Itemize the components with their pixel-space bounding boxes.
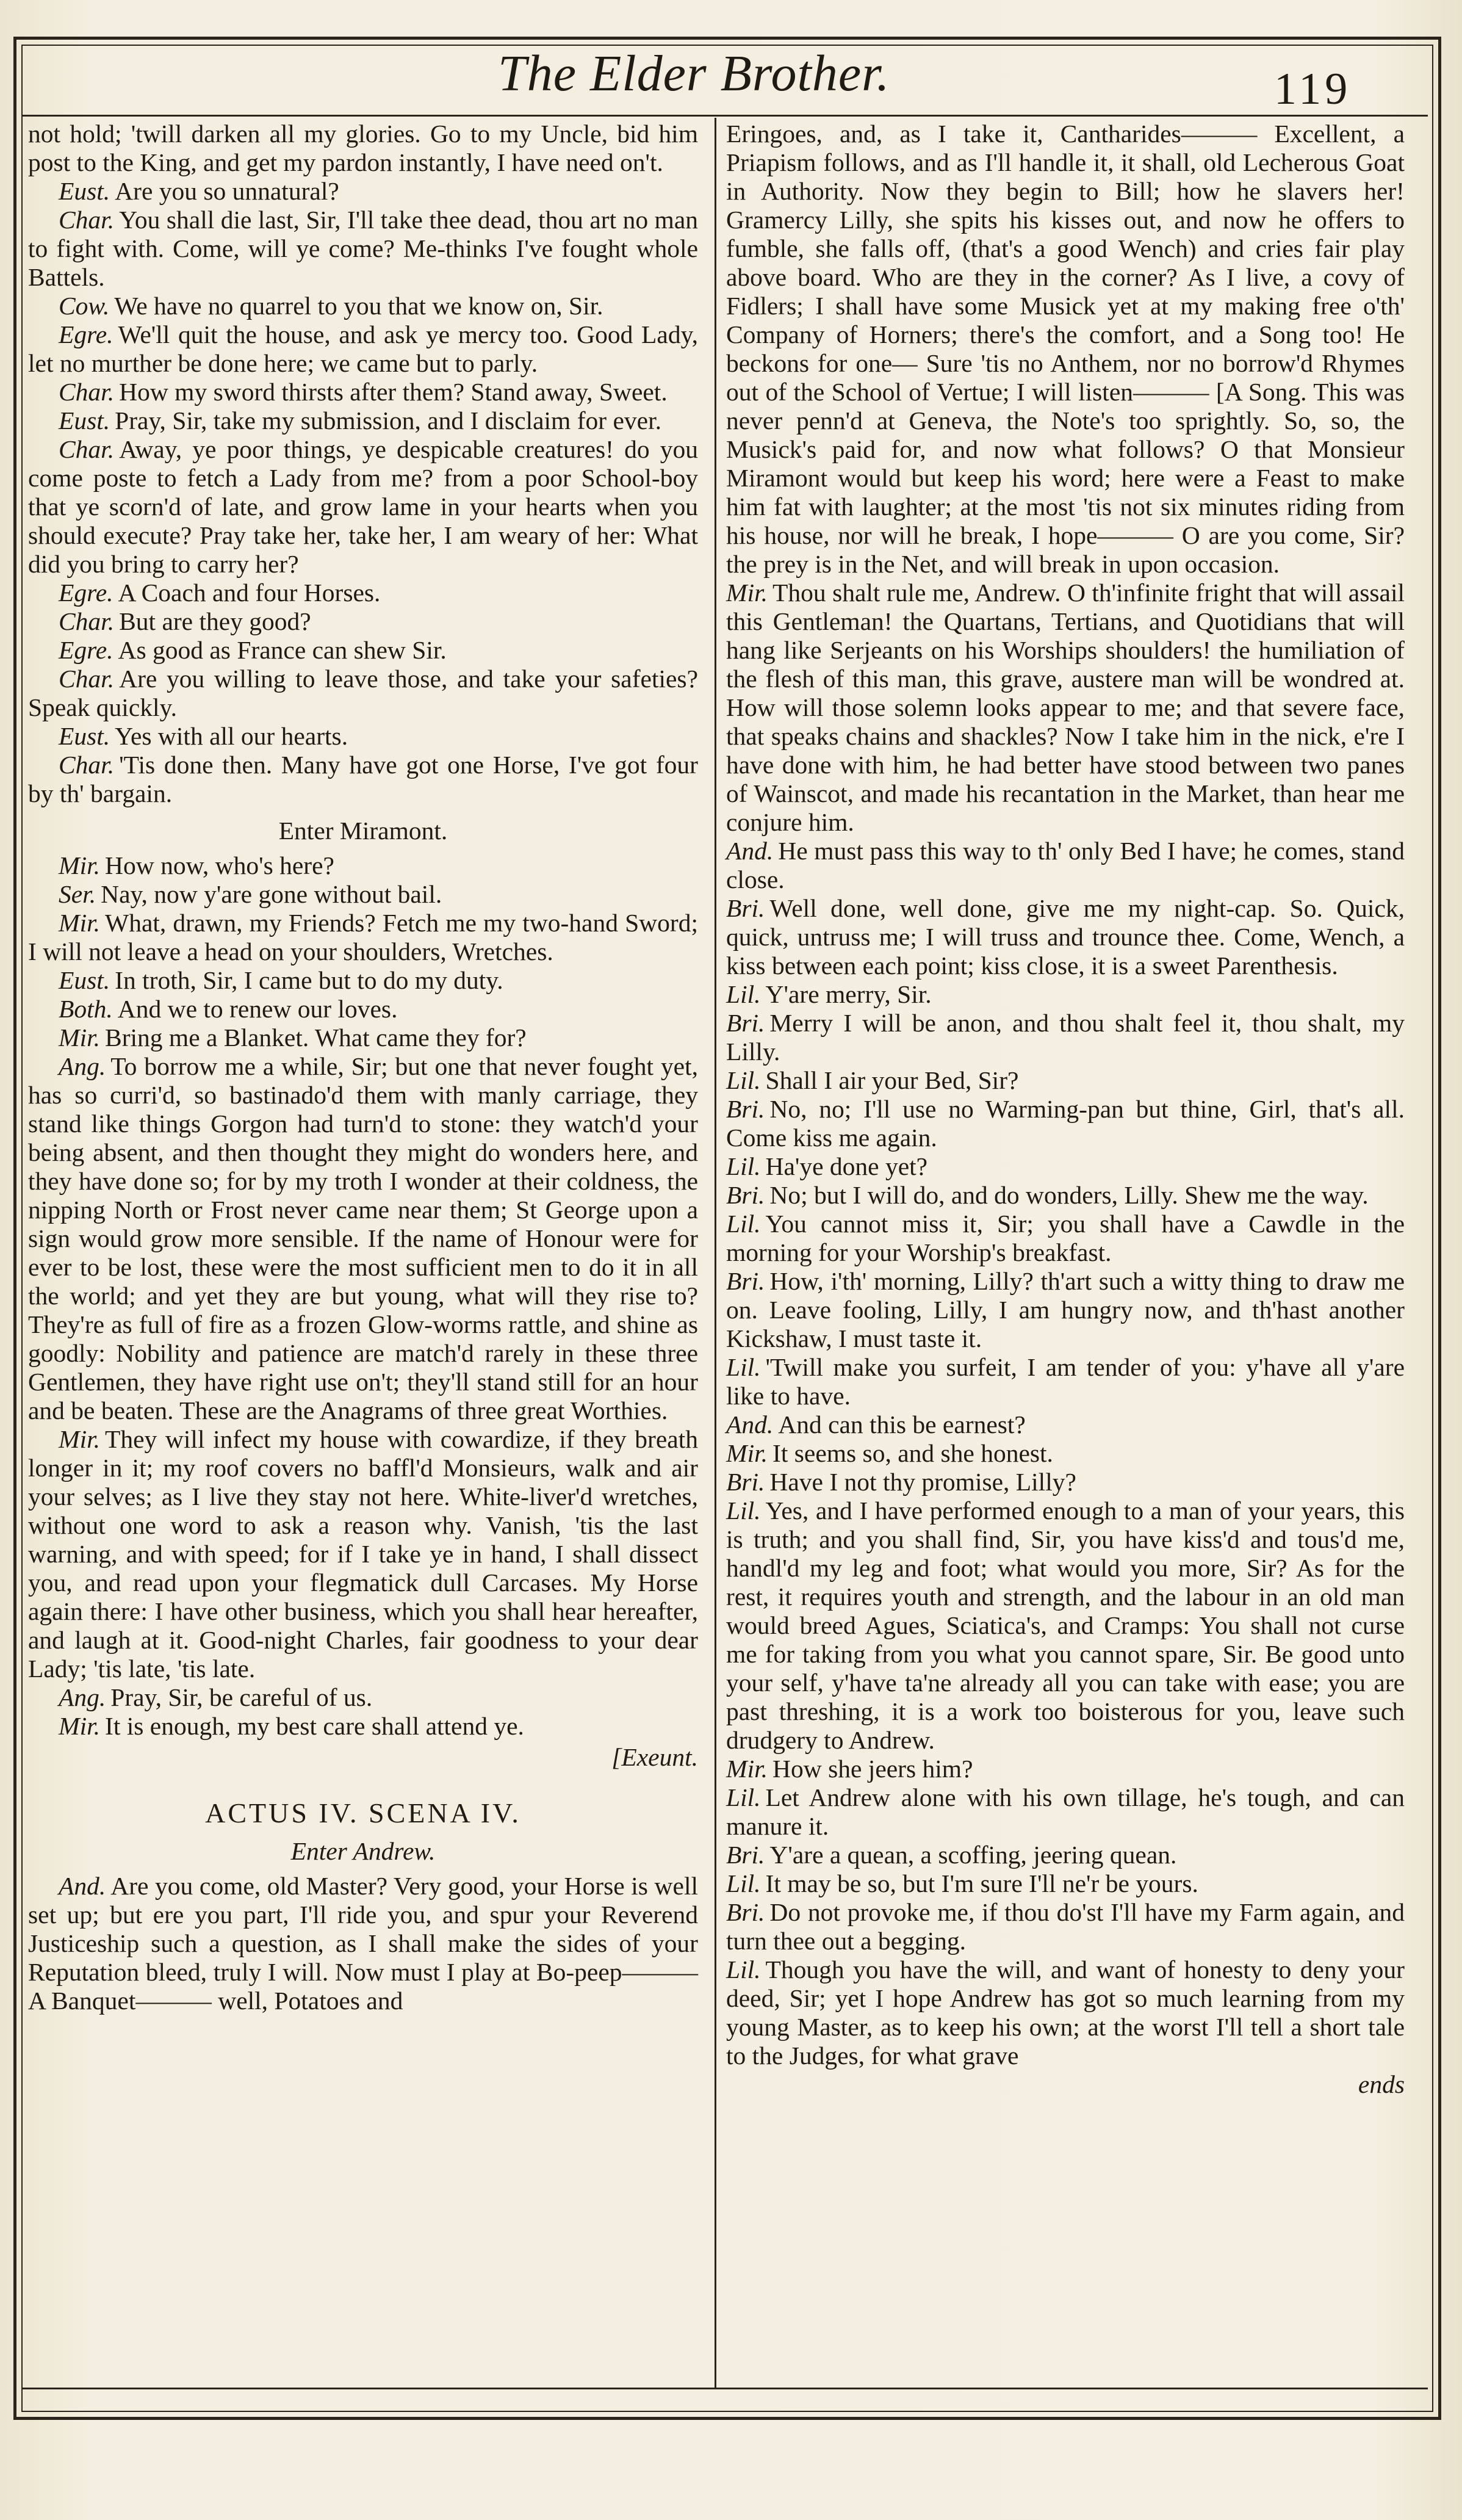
speech-line	[28, 206, 698, 292]
running-title: The Elder Brother.	[498, 45, 890, 102]
speech-text: He must pass this way to th' only Bed I have; he comes, stand close.	[726, 837, 1405, 894]
speech-line	[28, 1425, 698, 1683]
speaker-name: Char.	[59, 751, 115, 779]
speech-line	[726, 1210, 1405, 1267]
speech-text: You shall die last, Sir, I'll take thee dead, thou art no man to fight with. Come, will ye come? Me-thinks I've fought whole Battels.	[28, 206, 698, 291]
dialogue-block-4	[726, 579, 1405, 2070]
speaker-name: Mir.	[59, 1024, 101, 1052]
speech-text: Thou shalt rule me, Andrew. O th'infinite fright that will assail this Gentleman! the Quartans, Tertians, and Quotidians that will hang like Serjeants on his Worships shoulders! the humiliation of the flesh of this man, this grave, austere man will be wondred at. How will those solemn looks appear to me; and that severe face, that speaks chains and shackles? Now I take him in the nick, e're I have done with him, he had better have stood between two panes of Wainscot, and made his recantation in the Market, than hear me conjure him.	[726, 579, 1405, 836]
catchword: ends	[1358, 2070, 1405, 2098]
speech-line	[726, 1009, 1405, 1066]
speech-line	[28, 1052, 698, 1425]
speech-text: And can this be earnest?	[778, 1410, 1026, 1439]
speech-text: Y'are merry, Sir.	[765, 980, 932, 1008]
header-rule	[22, 115, 1428, 117]
act-scene-heading: ACTUS IV. SCENA IV.	[205, 1797, 521, 1829]
page-number: 119	[1274, 64, 1352, 114]
speech-text: not hold; 'twill darken all my glories. Go to my Uncle, bid him post to the King, and get my pardon instantly, I have need on't.	[28, 120, 698, 176]
speaker-name: Bri.	[726, 1267, 765, 1295]
speech-line	[726, 1898, 1405, 1955]
speech-line	[28, 722, 698, 751]
speech-line	[28, 966, 698, 995]
andrew-aside-paragraph: Eringoes, and, as I take it, Cantharides——— Excellent, a Priapism follows, and as I'll handle it, it shall, old Lecherous Goat in Authority. Now they begin to Bill; how he slavers her! Gramercy Lilly, she spits his kisses out, and now he offers to fumble, she falls off, (that's a good Wench) and cries fair play above board. Who are they in the corner? As I live, a covy of Fidlers; I shall have some Musick yet at my making free o'th' Company of Horners; there's the comfort, and a Song too! He beckons for one— Sure 'tis no Anthem, nor no borrow'd Rhymes out of the School of Vertue; I will listen——— [A Song. This was never penn'd at Geneva, the Note's too sprightly. So, so, the Musick's paid for, and now what follows? O that Monsieur Miramont would but keep his word; here were a Feast to make him fat with laughter; at the most 'tis not six minutes riding from his house, nor will he break, I hope——— O are you come, Sir? the prey is in the Net, and will break in upon occasion.	[726, 120, 1405, 578]
speech-line	[726, 1353, 1405, 1410]
dialogue-block-1	[28, 120, 698, 808]
speaker-name: Lil.	[726, 1066, 761, 1094]
speech-text: No, no; I'll use no Warming-pan but thine, Girl, that's all. Come kiss me again.	[726, 1095, 1405, 1152]
speaker-name: Eust.	[59, 966, 110, 994]
speech-line	[726, 1755, 1405, 1783]
speech-text: In troth, Sir, I came but to do my duty.	[115, 966, 503, 994]
speaker-name: Char.	[59, 665, 115, 693]
speech-line	[28, 120, 698, 177]
speech-line	[28, 995, 698, 1024]
speech-line	[28, 579, 698, 607]
speech-text: It is enough, my best care shall attend ye.	[105, 1712, 524, 1740]
speech-text: Are you come, old Master? Very good, your Horse is well set up; but ere you part, I'll ride you, and spur your Reverend Justiceship such a question, as I shall make the sides of your Reputation bleed, truly I will. Now must I play at Bo-peep——— A Banquet——— well, Potatoes and	[28, 1872, 698, 2015]
speech-text: And we to renew our loves.	[117, 995, 398, 1023]
speaker-name: And.	[726, 837, 774, 865]
speech-line	[28, 880, 698, 909]
speech-text: Though you have the will, and want of honesty to deny your deed, Sir; yet I hope Andrew has got so much learning from my young Master, as to keep his own; at the worst I'll tell a short tale to the Judges, for what grave	[726, 1955, 1405, 2070]
speech-text: Are you willing to leave those, and take your safeties? Speak quickly.	[28, 665, 698, 721]
speech-text: What, drawn, my Friends? Fetch me my two-hand Sword; I will not leave a head on your shoulders, Wretches.	[28, 909, 698, 966]
speech-line	[28, 177, 698, 206]
speech-text: You cannot miss it, Sir; you shall have a Cawdle in the morning for your Worship's breakfast.	[726, 1210, 1405, 1266]
speaker-name: Char.	[59, 206, 115, 234]
speech-text: How now, who's here?	[105, 851, 334, 879]
speaker-name: Char.	[59, 607, 115, 635]
speaker-name: Egre.	[59, 579, 113, 607]
speech-line	[28, 909, 698, 966]
speaker-name: Mir.	[59, 851, 101, 879]
speech-text: No; but I will do, and do wonders, Lilly. Shew me the way.	[769, 1181, 1369, 1209]
speaker-name: And.	[59, 1872, 106, 1900]
speech-text: How my sword thirsts after them? Stand away, Sweet.	[119, 378, 668, 406]
speaker-name: Ang.	[59, 1052, 106, 1080]
speech-text: Merry I will be anon, and thou shalt feel it, thou shalt, my Lilly.	[726, 1009, 1405, 1066]
speaker-name: Ser.	[59, 880, 96, 908]
speech-text: It may be so, but I'm sure I'll ne'r be yours.	[765, 1869, 1198, 1897]
speech-line	[726, 1955, 1405, 2070]
speaker-name: Egre.	[59, 320, 113, 348]
speech-line	[28, 751, 698, 808]
speaker-name: Lil.	[726, 1353, 761, 1381]
speech-line	[726, 1468, 1405, 1496]
speaker-name: Ang.	[59, 1683, 106, 1711]
speech-line	[28, 406, 698, 435]
speech-text: Pray, Sir, take my submission, and I disclaim for ever.	[115, 406, 661, 435]
speech-text: Have I not thy promise, Lilly?	[769, 1468, 1076, 1496]
right-column	[726, 120, 1405, 2099]
speech-line	[726, 579, 1405, 837]
speech-text: Well done, well done, give me my night-cap. So. Quick, quick, untruss me; I will truss and trounce thee. Come, Wench, a kiss between each point; kiss close, it is a sweet Parenthesis.	[726, 894, 1405, 980]
speaker-name: Char.	[59, 435, 115, 463]
speaker-name: Mir.	[726, 579, 768, 607]
speech-text: Nay, now y'are gone without bail.	[101, 880, 442, 908]
footer-rule	[22, 2388, 1428, 2389]
speaker-name: Bri.	[726, 1898, 765, 1926]
speech-text: Ha'ye done yet?	[765, 1152, 928, 1180]
speech-line	[726, 1496, 1405, 1755]
speaker-name: Bri.	[726, 1095, 765, 1123]
speaker-name: Cow.	[59, 292, 110, 320]
stage-direction-exeunt: [Exeunt.	[611, 1743, 698, 1771]
speaker-name: Lil.	[726, 1152, 761, 1180]
speech-line	[726, 1439, 1405, 1468]
speech-text: How, i'th' morning, Lilly? th'art such a witty thing to draw me on. Leave fooling, Lilly, I am hungry now, and th'hast another Kickshaw, I must taste it.	[726, 1267, 1405, 1352]
speech-text: As good as France can shew Sir.	[118, 636, 447, 664]
speaker-name: Bri.	[726, 1468, 765, 1496]
speech-line	[726, 1869, 1405, 1898]
speaker-name: Bri.	[726, 894, 765, 922]
speech-text: Let Andrew alone with his own tillage, he's tough, and can manure it.	[726, 1783, 1405, 1840]
speech-text: How she jeers him?	[772, 1755, 973, 1783]
speech-line	[726, 1181, 1405, 1210]
speaker-name: Lil.	[726, 1955, 761, 1984]
speech-text: Do not provoke me, if thou do'st I'll have my Farm again, and turn thee out a begging.	[726, 1898, 1405, 1955]
speech-text: Shall I air your Bed, Sir?	[765, 1066, 1019, 1094]
speech-line	[726, 1841, 1405, 1869]
speaker-name: Mir.	[59, 909, 101, 937]
speech-text: Are you so unnatural?	[115, 177, 339, 205]
speech-line	[726, 1410, 1405, 1439]
speaker-name: Bri.	[726, 1841, 765, 1869]
speech-line	[28, 1024, 698, 1052]
speaker-name: Lil.	[726, 1869, 761, 1897]
speech-line	[28, 292, 698, 320]
speaker-name: Bri.	[726, 1009, 765, 1037]
speech-line	[28, 636, 698, 665]
speaker-name: Eust.	[59, 177, 110, 205]
speaker-name: Mir.	[59, 1425, 101, 1453]
speech-line	[28, 665, 698, 722]
speech-line	[28, 320, 698, 378]
speaker-name: Egre.	[59, 636, 113, 664]
speech-line	[28, 435, 698, 579]
stage-direction-enter-andrew: Enter Andrew.	[290, 1837, 436, 1865]
speech-line	[28, 1872, 698, 2015]
speech-line	[726, 1267, 1405, 1353]
speaker-name: Both.	[59, 995, 113, 1023]
speech-line	[726, 1095, 1405, 1152]
dialogue-block-2	[28, 851, 698, 1741]
speaker-name: Bri.	[726, 1181, 765, 1209]
speech-text: They will infect my house with cowardize, if they breath longer in it; my roof covers no baffl'd Monsieurs, walk and air your selves; as I live they stay not here. White-liver'd wretches, without one word to ask a reason why. Vanish, 'tis the last warning, and with speed; for if I take ye in hand, I shall dissect you, and read upon your flegmatick dull Carcases. My Horse again there: I have other business, which you shall hear hereafter, and laugh at it. Good-night Charles, fair goodness to your dear Lady; 'tis late, 'tis late.	[28, 1425, 698, 1683]
speaker-name: Lil.	[726, 1210, 761, 1238]
speaker-name: Mir.	[726, 1755, 768, 1783]
speaker-name: Lil.	[726, 1783, 761, 1811]
speech-line	[726, 894, 1405, 980]
speech-line	[726, 837, 1405, 894]
speech-line	[28, 851, 698, 880]
speaker-name: Eust.	[59, 406, 110, 435]
speaker-name: Char.	[59, 378, 115, 406]
speech-line	[726, 1066, 1405, 1095]
column-divider	[715, 118, 716, 2388]
speech-text: A Coach and four Horses.	[118, 579, 381, 607]
speech-text: Y'are a quean, a scoffing, jeering quean.	[769, 1841, 1177, 1869]
speech-line	[28, 607, 698, 636]
speech-text: It seems so, and she honest.	[772, 1439, 1053, 1467]
speech-text: 'Twill make you surfeit, I am tender of you: y'have all y'are like to have.	[726, 1353, 1405, 1410]
speech-line	[28, 1712, 698, 1741]
speaker-name: Eust.	[59, 722, 110, 750]
speech-line	[726, 980, 1405, 1009]
speech-line	[726, 1783, 1405, 1841]
speaker-name: Lil.	[726, 980, 761, 1008]
speech-text: We have no quarrel to you that we know on, Sir.	[114, 292, 603, 320]
speaker-name: And.	[726, 1410, 774, 1439]
speech-text: Away, ye poor things, ye despicable creatures! do you come poste to fetch a Lady from me? from a poor School-boy that ye scorn'd of late, and grow lame in your hearts when you should execute? Pray take her, take her, I am weary of her: What did you bring to carry her?	[28, 435, 698, 578]
left-column	[28, 120, 698, 2015]
speech-text: Pray, Sir, be careful of us.	[110, 1683, 373, 1711]
speech-line	[28, 378, 698, 406]
speech-text: 'Tis done then. Many have got one Horse, I've got four by th' bargain.	[28, 751, 698, 807]
speaker-name: Mir.	[726, 1439, 768, 1467]
speech-text: Yes, and I have performed enough to a man of your years, this is truth; and you shall find, Sir, you have kiss'd and tous'd me, handl'd my leg and foot; what would you more, Sir? As for the rest, it requires youth and strength, and the labour in an old man would breed Agues, Sciatica's, and Cramps: You shall not curse me for taking from you what you cannot spare, Sir. Be good unto your self, y'have ta'ne already all you can take with ease; you are past threshing, it is a work too boisterous for you, leave such drudgery to Andrew.	[726, 1496, 1405, 1754]
speech-line	[726, 1152, 1405, 1181]
speech-text: To borrow me a while, Sir; but one that never fought yet, has so curri'd, so bastinado'd them with manly carriage, they stand like things Gorgon had turn'd to stone: they watch'd your being absent, and then thought they might do wonders here, and they have done so; for by my troth I wonder at their coldness, the nipping North or Frost never came near them; St George upon a sign would grow more sensible. If the name of Honour were for ever to be lost, these were the most sufficient men to do it in all the world; and yet they are but young, what will they rise to? They're as full of fire as a frozen Glow-worms rattle, and shine as goodly: Nobility and patience are match'd rarely in these three Gentlemen, they have right use on't; they'll stand still for an hour and be beaten. These are the Anagrams of three great Worthies.	[28, 1052, 698, 1424]
speech-text: Bring me a Blanket. What came they for?	[105, 1024, 527, 1052]
speech-text: But are they good?	[119, 607, 311, 635]
speaker-name: Mir.	[59, 1712, 101, 1740]
speech-text: We'll quit the house, and ask ye mercy too. Good Lady, let no murther be done here; we came but to parly.	[28, 320, 698, 377]
speech-line	[28, 1683, 698, 1712]
dialogue-block-3	[28, 1872, 698, 2015]
speaker-name: Lil.	[726, 1496, 761, 1525]
speech-text: Yes with all our hearts.	[115, 722, 348, 750]
stage-direction-enter-miramont: Enter Miramont.	[278, 817, 448, 845]
